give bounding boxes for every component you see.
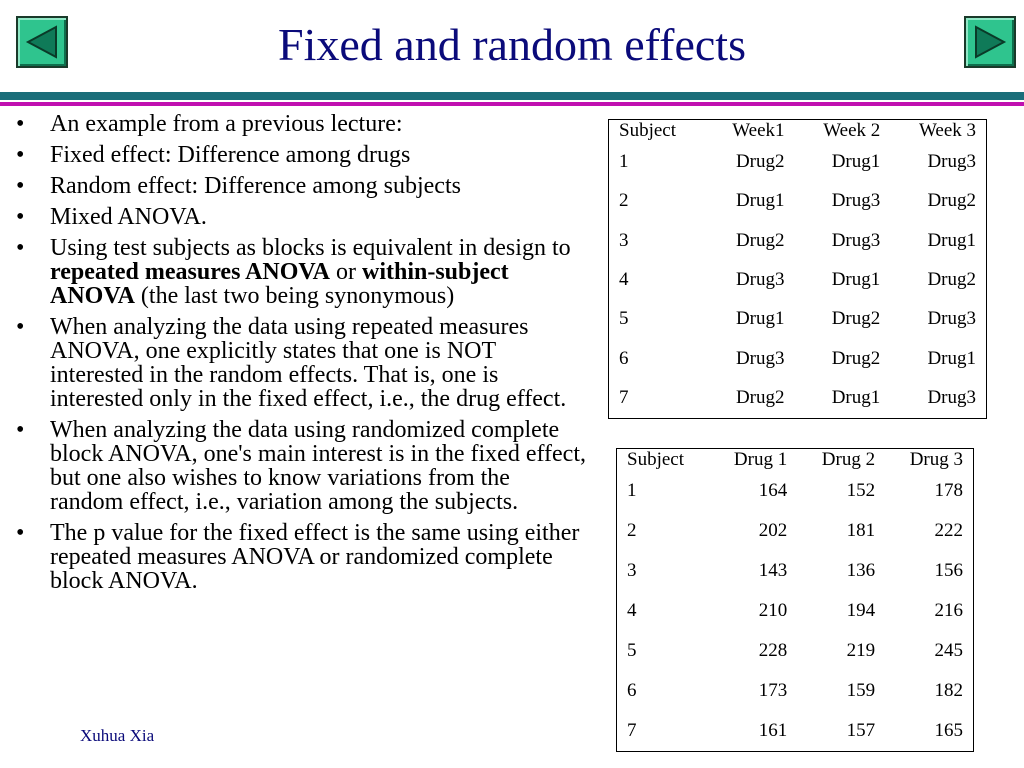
column-header: Subject bbox=[619, 120, 676, 141]
table-row bbox=[617, 591, 973, 631]
table-cell: Drug2 bbox=[735, 387, 785, 409]
table-row bbox=[617, 551, 973, 591]
bullet-item: • Fixed effect: Difference among drugs bbox=[16, 142, 411, 168]
bullet-item: • An example from a previous lecture: bbox=[16, 111, 403, 137]
table-cell: Drug2 bbox=[927, 190, 976, 212]
column-header: Week 2 bbox=[823, 120, 881, 141]
bullet-item: • Mixed ANOVA. bbox=[16, 204, 207, 230]
table-cell: Drug3 bbox=[831, 229, 881, 251]
table-cell: 143 bbox=[758, 560, 788, 581]
title-divider-bottom bbox=[0, 102, 1024, 106]
table-cell: Drug1 bbox=[831, 150, 881, 172]
table-cell: Drug1 bbox=[831, 387, 881, 409]
bullet-item: • When analyzing the data using repeated measures ANOVA, one explicitly states that one is NOT interested in the random effects. That is, one is interested only in the fixed effect, i.e., the drug effect. bbox=[16, 314, 567, 412]
table-cell: Drug2 bbox=[831, 347, 881, 369]
table-cell: 7 bbox=[619, 387, 629, 409]
table-cell: 2 bbox=[619, 190, 629, 212]
table-cell: 5 bbox=[627, 640, 637, 661]
table-cell: 136 bbox=[846, 560, 876, 581]
table-cell: Drug3 bbox=[735, 347, 785, 369]
table-row bbox=[609, 339, 986, 378]
table-cell: 210 bbox=[758, 600, 788, 621]
table-cell: 228 bbox=[758, 640, 788, 661]
bullet-marker: • bbox=[16, 314, 25, 340]
table-cell: 4 bbox=[619, 268, 629, 290]
table-cell: 182 bbox=[934, 680, 963, 701]
table-header-row bbox=[617, 449, 973, 471]
bullet-item: • The p value for the fixed effect is the same using either repeated measures ANOVA or randomized complete block ANOVA. bbox=[16, 520, 580, 594]
table-cell: 159 bbox=[846, 680, 876, 701]
column-header: Drug 2 bbox=[821, 449, 876, 470]
table-cell: 3 bbox=[619, 229, 629, 251]
table-cell: 156 bbox=[934, 560, 963, 581]
table-row bbox=[617, 471, 973, 511]
bullet-marker: • bbox=[16, 417, 25, 443]
table-row bbox=[617, 711, 973, 751]
column-header: Drug 3 bbox=[909, 449, 963, 470]
table-cell: 6 bbox=[619, 347, 629, 369]
table-row bbox=[609, 260, 986, 299]
table-cell: 165 bbox=[934, 720, 963, 741]
table-cell: 152 bbox=[846, 480, 876, 501]
bullet-marker: • bbox=[16, 111, 25, 137]
table-cell: Drug3 bbox=[927, 387, 976, 409]
column-header: Drug 1 bbox=[733, 449, 788, 470]
bullet-marker: • bbox=[16, 204, 25, 230]
term-within-subject: within-subject ANOVA bbox=[50, 259, 509, 309]
table-row bbox=[617, 631, 973, 671]
table-cell: 164 bbox=[758, 480, 788, 501]
table-cell: Drug2 bbox=[735, 150, 785, 172]
table-cell: 3 bbox=[627, 560, 637, 581]
table-cell: 1 bbox=[627, 480, 637, 501]
bullet-marker: • bbox=[16, 520, 25, 546]
table-cell: Drug3 bbox=[927, 308, 976, 330]
table-cell: 5 bbox=[619, 308, 629, 330]
table-cell: 194 bbox=[846, 600, 876, 621]
table-row bbox=[617, 511, 973, 551]
table-cell: 161 bbox=[758, 720, 788, 741]
table-cell: 222 bbox=[934, 520, 963, 541]
table-row bbox=[617, 671, 973, 711]
table-header-row bbox=[609, 120, 986, 142]
table-cell: 1 bbox=[619, 150, 629, 172]
bullet-item: • When analyzing the data using randomized complete block ANOVA, one's main interest is in the fixed effect, but one also wishes to know variations from the random effect, i.e., variation among the subjects. bbox=[16, 417, 586, 515]
table-cell: 7 bbox=[627, 720, 637, 741]
table-row bbox=[609, 300, 986, 339]
table-cell: 157 bbox=[846, 720, 876, 741]
table-cell: Drug1 bbox=[735, 308, 785, 330]
table-cell: 181 bbox=[846, 520, 876, 541]
term-repeated-measures: repeated measures ANOVA bbox=[50, 259, 330, 285]
table-cell: Drug1 bbox=[735, 190, 785, 212]
bullet-list bbox=[16, 112, 588, 600]
table-row bbox=[609, 181, 986, 220]
table-cell: 6 bbox=[627, 680, 637, 701]
table-cell: Drug2 bbox=[735, 229, 785, 251]
bullet-item: • Random effect: Difference among subjects bbox=[16, 173, 461, 199]
table-row bbox=[609, 221, 986, 260]
table-cell: Drug1 bbox=[927, 347, 976, 369]
table-cell: Drug3 bbox=[927, 150, 976, 172]
table-cell: Drug3 bbox=[831, 190, 881, 212]
table-cell: Drug2 bbox=[831, 308, 881, 330]
bullet-marker: • bbox=[16, 235, 25, 261]
table-cell: 219 bbox=[846, 640, 876, 661]
table-cell: Drug3 bbox=[735, 268, 785, 290]
week-assignment-table bbox=[608, 119, 987, 419]
column-header: Week 3 bbox=[918, 120, 976, 141]
table-cell: Drug1 bbox=[831, 268, 881, 290]
title-divider-top bbox=[0, 92, 1024, 100]
table-cell: 178 bbox=[934, 480, 963, 501]
table-cell: 202 bbox=[758, 520, 788, 541]
bullet-marker: • bbox=[16, 142, 25, 168]
table-row bbox=[609, 142, 986, 181]
table-row bbox=[609, 379, 986, 418]
drug-response-table bbox=[616, 448, 974, 752]
slide-title: Fixed and random effects bbox=[278, 19, 746, 70]
bullet-item: • Using test subjects as blocks is equivalent in design to repeated measures ANOVA or within-subject ANOVA (the last two being synonymous) bbox=[16, 235, 571, 309]
footer-author: Xuhua Xia bbox=[80, 726, 155, 745]
table-cell: Drug2 bbox=[927, 268, 976, 290]
table-cell: 245 bbox=[934, 640, 963, 661]
table-cell: 216 bbox=[934, 600, 963, 621]
column-header: Week1 bbox=[732, 120, 785, 141]
table-cell: Drug1 bbox=[927, 229, 976, 251]
table-cell: 4 bbox=[627, 600, 637, 621]
column-header: Subject bbox=[627, 449, 684, 470]
table-cell: 2 bbox=[627, 520, 637, 541]
bullet-marker: • bbox=[16, 173, 25, 199]
table-cell: 173 bbox=[758, 680, 788, 701]
